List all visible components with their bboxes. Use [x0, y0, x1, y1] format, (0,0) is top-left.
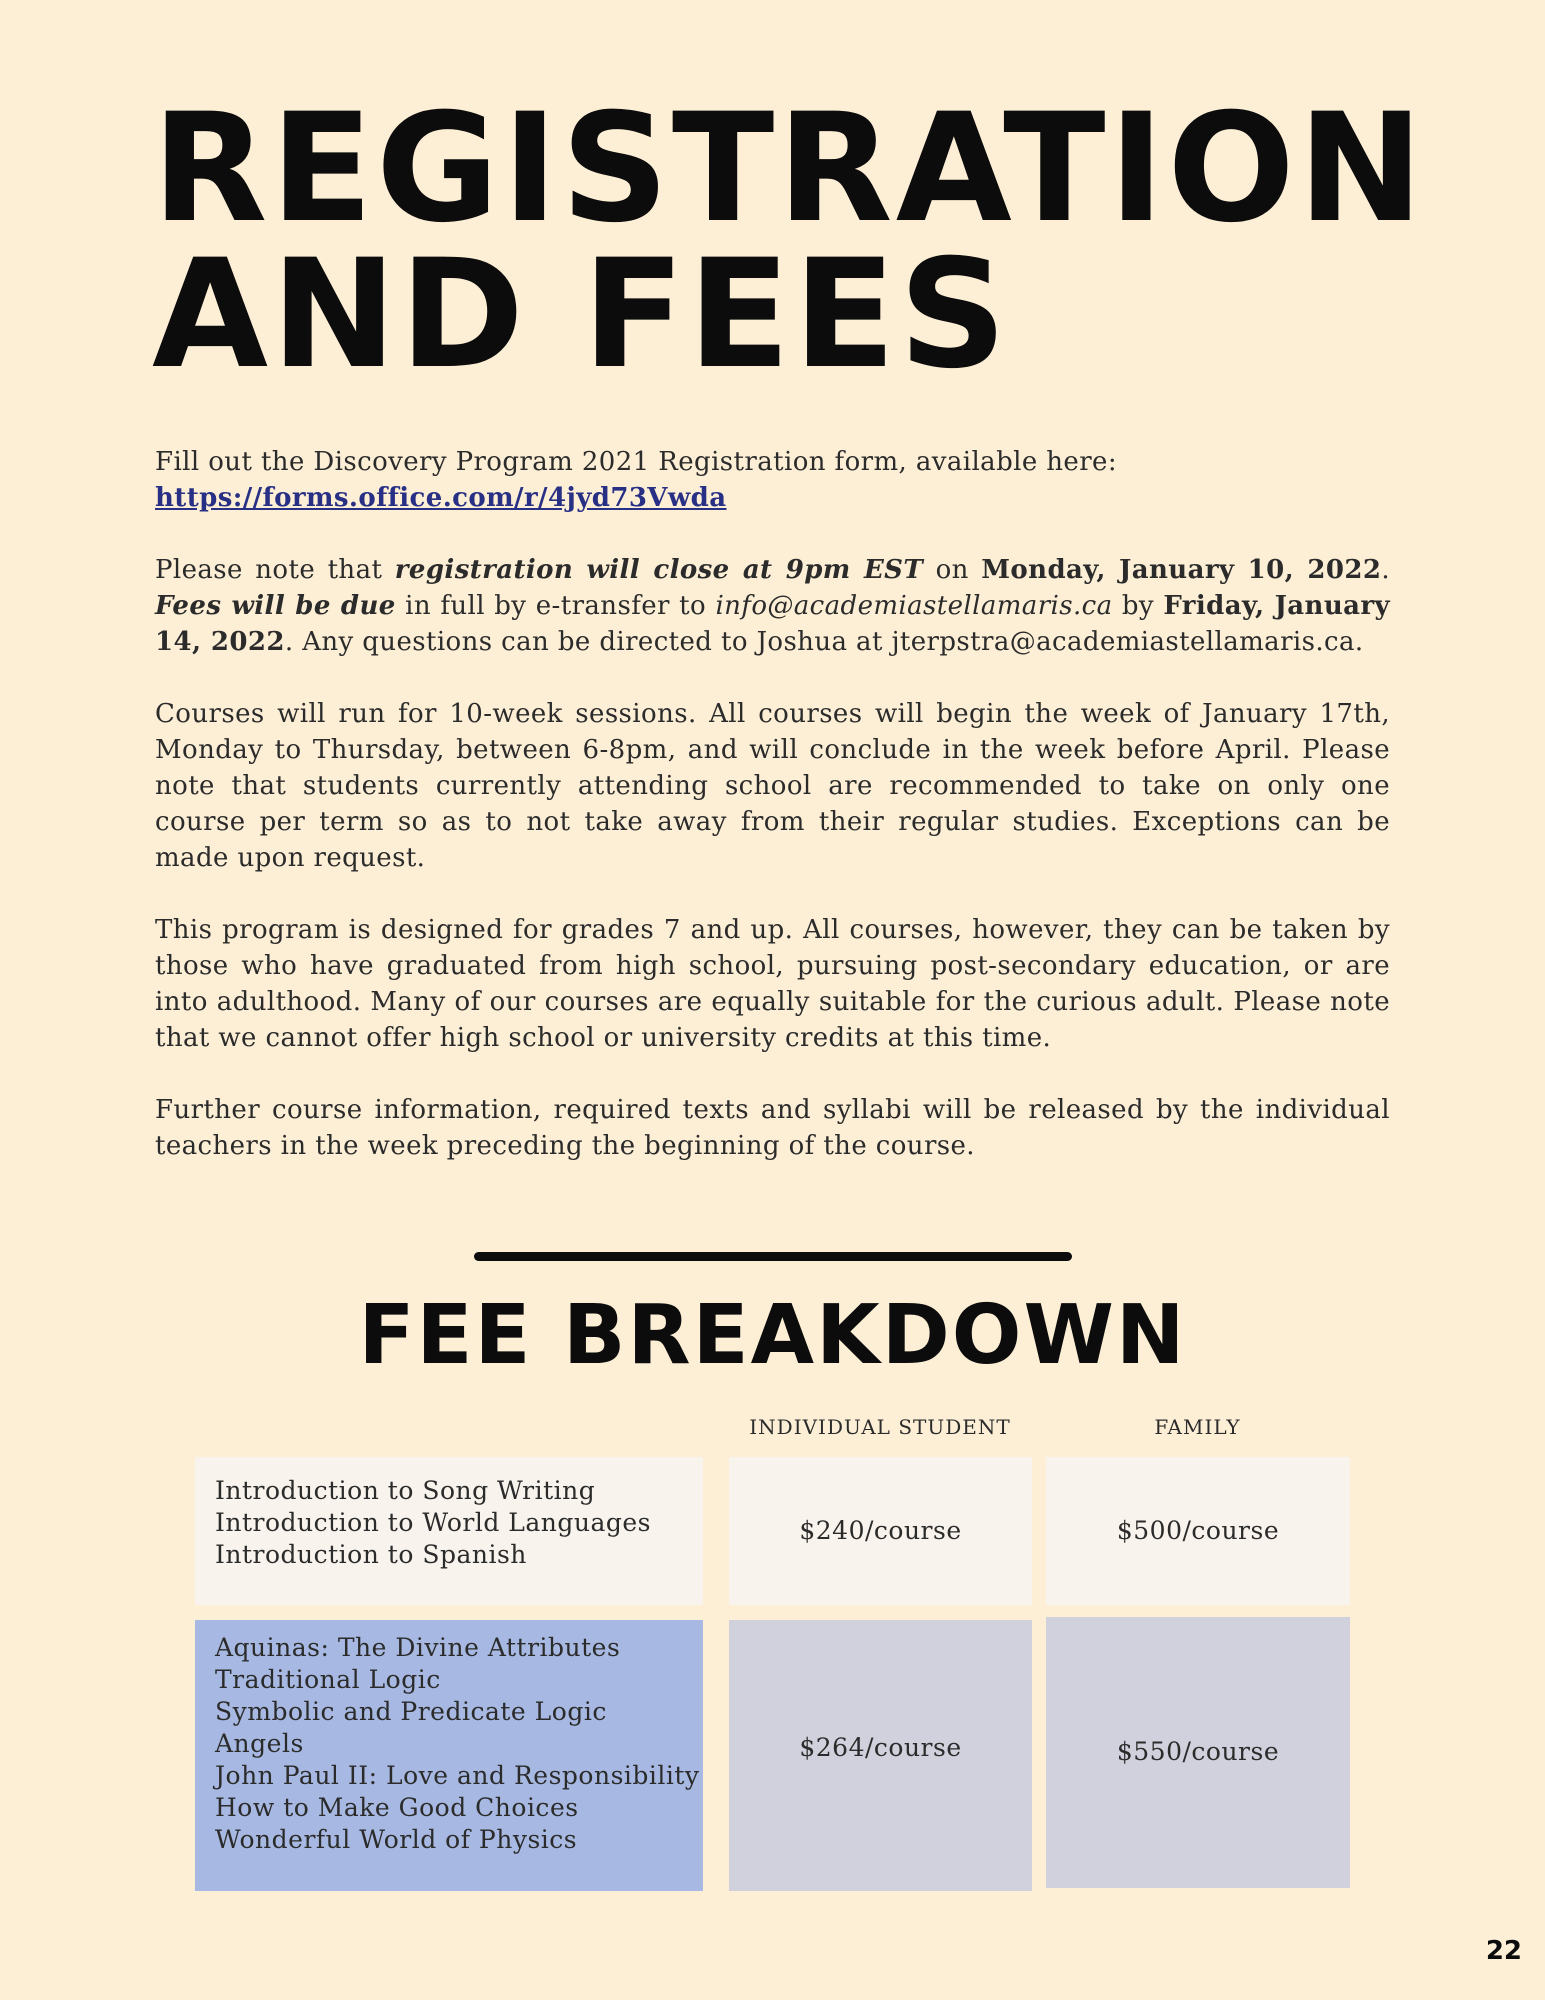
- price-family-group-2: $550/course: [1046, 1617, 1350, 1888]
- paragraph-sessions: Courses will run for 10-week sessions. All courses will begin the week of January 17th, Monday to Thursday, between 6-8pm, and will conclude in the week before April. Please note that students currently attending school are recommended to take on only one course per term so as to not take away from their regular studies. Exceptions can be made upon request.: [155, 699, 1390, 873]
- deadline-text-2: on: [923, 555, 982, 585]
- course-item: John Paul II: Love and Responsibility: [215, 1761, 700, 1790]
- price-individual-group-2: $264/course: [729, 1620, 1032, 1891]
- course-item: Introduction to World Languages: [215, 1508, 652, 1537]
- title-line-2: AND FEES: [152, 228, 1010, 402]
- header-individual-student: INDIVIDUAL STUDENT: [749, 1415, 1011, 1439]
- course-item: Introduction to Spanish: [215, 1540, 527, 1569]
- intro-text: [155, 444, 1390, 1200]
- page-title: [152, 82, 1427, 402]
- deadline-text-4: in full by e-transfer to: [395, 591, 716, 621]
- price-individual-group-1: $240/course: [729, 1457, 1032, 1605]
- registration-form-text: Fill out the Discovery Program 2021 Registration form, available here:: [155, 447, 1117, 477]
- deadline-text-1: Please note that: [155, 555, 395, 585]
- course-item: Traditional Logic: [215, 1665, 441, 1694]
- paragraph-registration-form: [155, 444, 1390, 516]
- course-group-1: [195, 1457, 703, 1605]
- price-family-group-1: $500/course: [1046, 1457, 1350, 1605]
- fees-due-date: Friday, January 14, 2022: [155, 591, 1390, 657]
- registration-form-link[interactable]: https://forms.office.com/r/4jyd73Vwda: [155, 483, 727, 513]
- registration-close-note: registration will close at 9pm EST: [394, 555, 924, 585]
- fee-breakdown-title: FEE BREAKDOWN: [358, 1288, 1187, 1383]
- title-line-1: REGISTRATION: [152, 82, 1427, 256]
- course-item: Aquinas: The Divine Attributes: [215, 1633, 621, 1662]
- course-item: Introduction to Song Writing: [215, 1476, 596, 1505]
- contact-text: . Any questions can be directed to Joshua at jterpstra@academiastellamaris.ca.: [284, 627, 1364, 657]
- course-item: Symbolic and Predicate Logic: [215, 1697, 607, 1726]
- course-item: Wonderful World of Physics: [215, 1825, 578, 1854]
- paragraph-course-info: Further course information, required texts and syllabi will be released by the individual teachers in the week preceding the beginning of the course.: [155, 1095, 1390, 1161]
- header-family: FAMILY: [1154, 1415, 1241, 1439]
- course-group-2: [195, 1620, 703, 1891]
- section-divider: [474, 1252, 1072, 1261]
- fees-due-note: Fees will be due: [155, 591, 396, 621]
- course-item: Angels: [215, 1729, 304, 1758]
- paragraph-deadlines: [155, 552, 1390, 660]
- course-item: How to Make Good Choices: [215, 1793, 579, 1822]
- etransfer-email: info@academiastellamaris.ca: [715, 591, 1113, 621]
- deadline-text-3: .: [1381, 555, 1391, 585]
- deadline-text-5: by: [1112, 591, 1164, 621]
- page-number: 22: [1485, 1936, 1522, 1966]
- paragraph-eligibility: This program is designed for grades 7 and up. All courses, however, they can be taken by those who have graduated from high school, pursuing post-secondary education, or are into adulthood. Many of our courses are equally suitable for the curious adult. Please note that we cannot offer high school or university credits at this time.: [155, 915, 1390, 1053]
- registration-close-date: Monday, January 10, 2022: [981, 555, 1382, 585]
